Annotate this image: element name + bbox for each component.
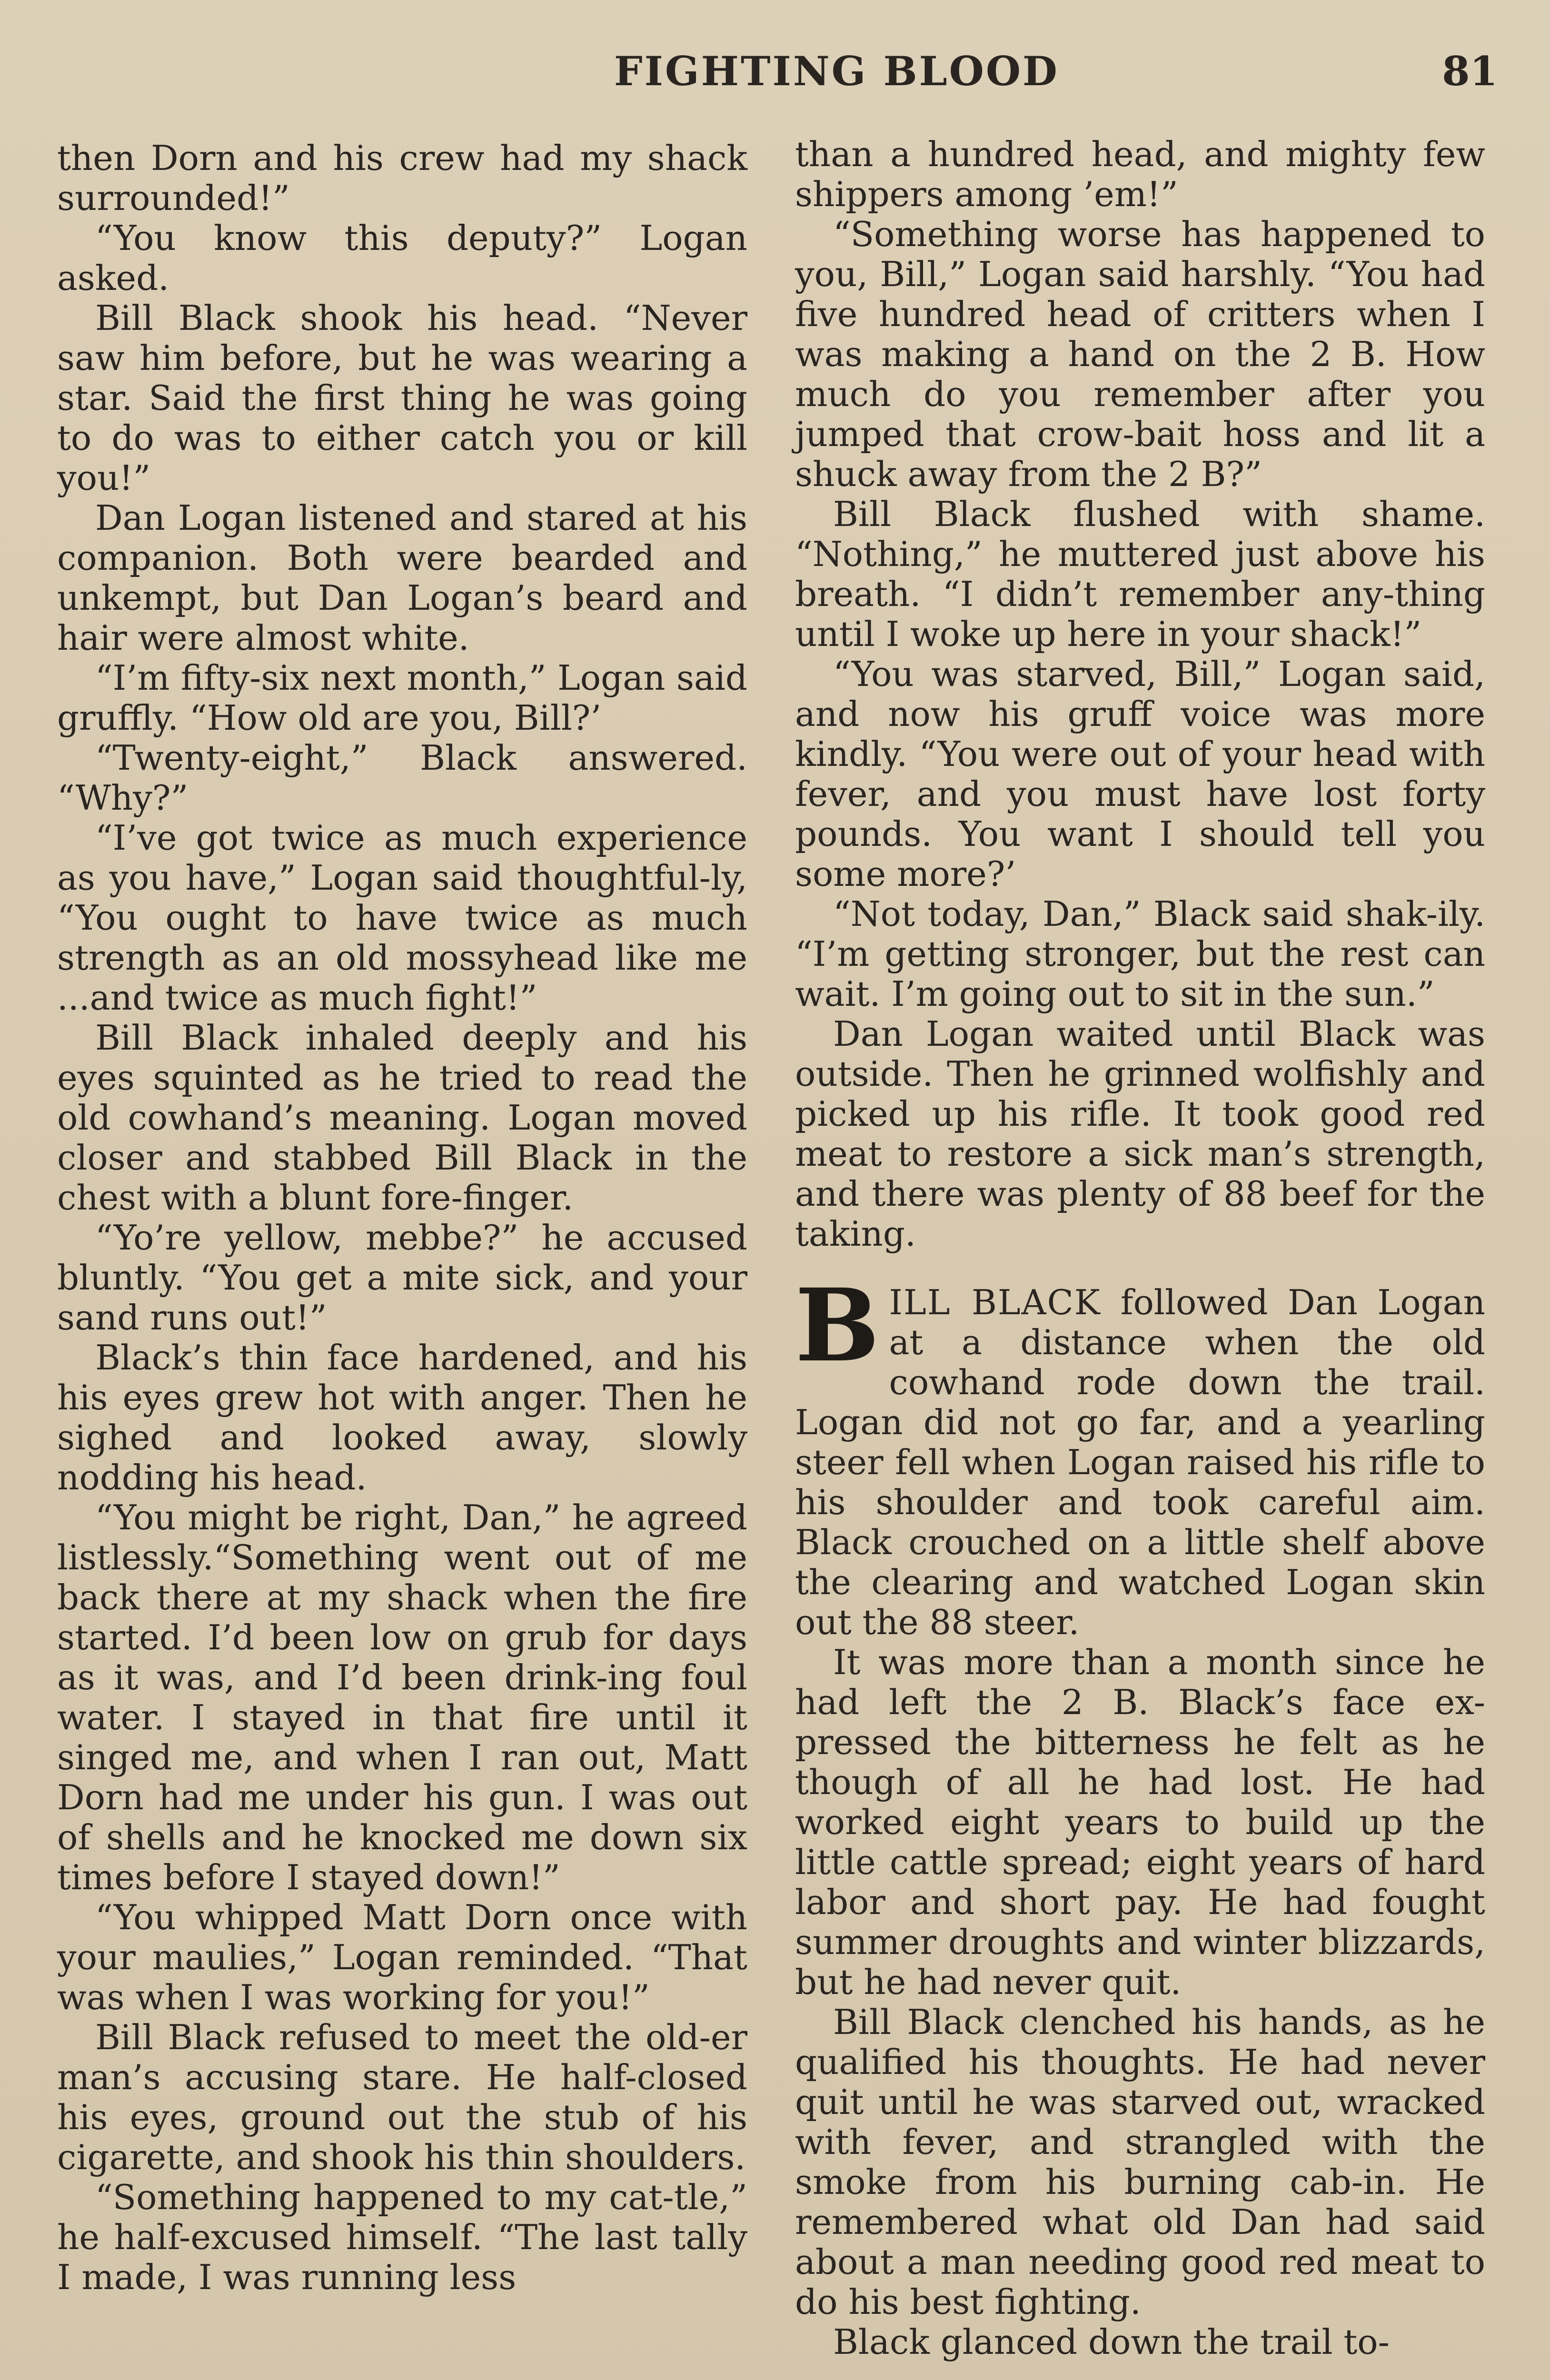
paragraph: “Something happened to my cat-tle,” he half-excused himself. “The last tally I made, I was running less bbox=[57, 2177, 747, 2297]
paragraph: Dan Logan waited until Black was outside. Then he grinned wolfishly and picked up his rifle. It took good red meat to restore a sick man’s strength, and there was plenty of 88 beef for the taking. bbox=[795, 1014, 1485, 1254]
paragraph: Black’s thin face hardened, and his his eyes grew hot with anger. Then he sighed and looked away, slowly nodding his head. bbox=[57, 1338, 747, 1497]
page-header bbox=[52, 48, 1498, 105]
paragraph: “You whipped Matt Dorn once with your maulies,” Logan reminded. “That was when I was working for you!” bbox=[57, 1897, 747, 2017]
paragraph: than a hundred head, and mighty few shippers among ’em!” bbox=[795, 134, 1485, 214]
paragraph: “Twenty-eight,” Black answered. “Why?” bbox=[57, 738, 747, 818]
page-number: 81 bbox=[1442, 48, 1498, 95]
paragraph: “You might be right, Dan,” he agreed listlessly.“Something went out of me back there at my shack when the fire started. I’d been low on grub for days as it was, and I’d been drink-ing foul water. I stayed in that fire until it singed me, and when I ran out, Matt Dorn had me under his gun. I was out of shells and he knocked me down six times before I stayed down!” bbox=[57, 1497, 747, 1897]
left-column bbox=[57, 138, 747, 2297]
paragraph: “Yo’re yellow, mebbe?” he accused bluntly. “You get a mite sick, and your sand runs out!” bbox=[57, 1218, 747, 1338]
paragraph: “You know this deputy?” Logan asked. bbox=[57, 218, 747, 298]
paragraph: Bill Black shook his head. “Never saw him before, but he was wearing a star. Said the first thing he was going to do was to either catch you or kill you!” bbox=[57, 298, 747, 498]
paragraph: “Something worse has happened to you, Bill,” Logan said harshly. “You had five hundred head of critters when I was making a hand on the 2 B. How much do you remember after you jumped that crow-bait hoss and lit a shuck away from the 2 B?” bbox=[795, 214, 1485, 494]
paragraph: “You was starved, Bill,” Logan said, and now his gruff voice was more kindly. “You were out of your head with fever, and you must have lost forty pounds. You want I should tell you some more?’ bbox=[795, 654, 1485, 894]
paragraph: Dan Logan listened and stared at his companion. Both were bearded and unkempt, but Dan Logan’s beard and hair were almost white. bbox=[57, 498, 747, 658]
right-column-top bbox=[795, 134, 1485, 1254]
paragraph: “I’ve got twice as much experience as you have,” Logan said thoughtful-ly, “You ought to have twice as much strength as an old mossyhead like me ...and twice as much fight!” bbox=[57, 818, 747, 1018]
running-title: FIGHTING BLOOD bbox=[614, 48, 1059, 95]
right-column bbox=[795, 134, 1485, 2362]
dropcap-lead: ILL BLACK bbox=[889, 1282, 1101, 1322]
dropcap-text: followed Dan Logan at a distance when the old cowhand rode down the trail. Logan did not go far, and a yearling steer fell when Logan raised his rifle to his shoulder and took careful aim. Black crouched on a little shelf above the clearing and watched Logan skin out the 88 steer. bbox=[795, 1282, 1485, 1642]
dropcap-paragraph bbox=[795, 1267, 1485, 1642]
paragraph: Bill Black clenched his hands, as he qualified his thoughts. He had never quit until he was starved out, wracked with fever, and strangled with the smoke from his burning cab-in. He remembered what old Dan had said about a man needing good red meat to do his best fighting. bbox=[795, 2002, 1485, 2322]
paragraph: “I’m fifty-six next month,” Logan said gruffly. “How old are you, Bill?’ bbox=[57, 658, 747, 738]
right-column-bottom bbox=[795, 1642, 1485, 2362]
paragraph: Bill Black inhaled deeply and his eyes squinted as he tried to read the old cowhand’s meaning. Logan moved closer and stabbed Bill Black in the chest with a blunt fore-finger. bbox=[57, 1018, 747, 1218]
paragraph: “Not today, Dan,” Black said shak-ily. “I’m getting stronger, but the rest can wait. I’m going out to sit in the sun.” bbox=[795, 894, 1485, 1014]
paragraph: It was more than a month since he had left the 2 B. Black’s face ex-pressed the bitterness he felt as he though of all he had lost. He had worked eight years to build up the little cattle spread; eight years of hard labor and short pay. He had fought summer droughts and winter blizzards, but he had never quit. bbox=[795, 1642, 1485, 2002]
paragraph: then Dorn and his crew had my shack surrounded!” bbox=[57, 138, 747, 218]
paragraph: Bill Black refused to meet the old-er man’s accusing stare. He half-closed his eyes, ground out the stub of his cigarette, and shook his thin shoulders. bbox=[57, 2017, 747, 2177]
paragraph: Bill Black flushed with shame. “Nothing,” he muttered just above his breath. “I didn’t remember any-thing until I woke up here in your shack!” bbox=[795, 494, 1485, 654]
paragraph: Black glanced down the trail to- bbox=[833, 2322, 1390, 2362]
drop-cap: B bbox=[795, 1267, 880, 1384]
